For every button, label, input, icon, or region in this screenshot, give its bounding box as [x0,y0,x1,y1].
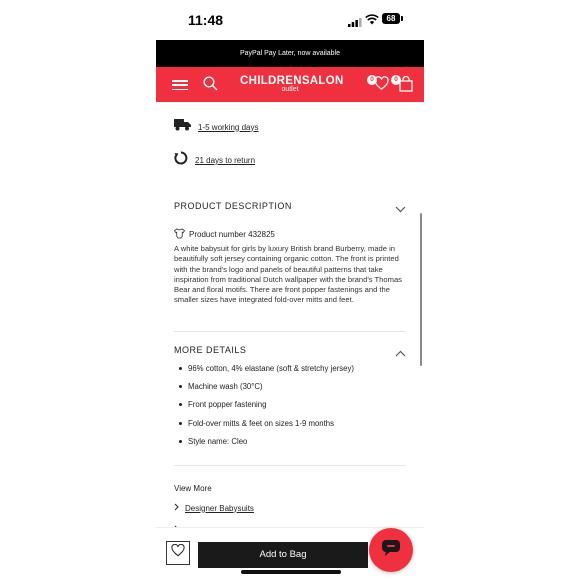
chevron-right-icon [174,503,179,513]
view-more-heading: View More [174,484,212,493]
detail-text: Style name: Cleo [188,436,248,446]
cellular-signal-icon [348,14,362,32]
chat-button[interactable] [369,528,413,572]
view-more-link-designer-babysuits[interactable] [174,503,254,513]
product-number [174,228,275,241]
product-number-text: Product number 432825 [189,230,275,239]
wifi-icon [365,12,379,30]
site-logo[interactable] [240,75,344,93]
returns-arrow-icon [174,151,188,170]
section-divider [174,331,406,332]
delivery-info-row[interactable] [174,118,258,136]
section-divider [174,465,406,466]
chat-bubble-icon [381,539,401,562]
logo-main: CHILDRENSALON [240,75,344,87]
delivery-time-link[interactable]: 1-5 working days [198,122,259,132]
list-item [174,437,406,455]
detail-text: Fold-over mitts & feet on sizes 1-9 months [188,418,335,428]
chevron-up-icon[interactable] [395,344,406,362]
babysuit-icon [174,228,185,241]
wishlist-count-badge: 0 [367,75,377,85]
status-time: 11:48 [188,12,224,28]
scrollbar[interactable] [420,213,422,366]
list-item [174,364,406,382]
details-list [174,364,406,455]
more-details-heading[interactable]: MORE DETAILS [174,345,247,355]
detail-text: Front popper fastening [188,400,267,410]
phone-screen [156,0,424,580]
list-item [174,419,406,437]
wishlist-heart-icon[interactable] [374,76,389,96]
list-item [174,400,406,418]
heart-icon [171,544,185,562]
returns-policy-link[interactable]: 21 days to return [195,156,256,165]
home-indicator[interactable] [241,570,341,574]
chevron-down-icon[interactable] [395,200,406,218]
status-bar [156,0,424,40]
search-icon[interactable] [203,76,218,96]
detail-text: 96% cotton, 4% elastane (soft & stretchy jersey) [188,364,354,373]
product-description-text: A white babysuit for girls by luxury British brand Burberry, made in beautifully soft jersey containing organic cotton. The front is printed with the brand's logo and panels of beautiful patterns that take inspiration from traditional Dutch wallpaper with the brand's Thomas Bear and floral motifs. There are front popper fastenings and the smaller sizes have integrated fold-over mitts and feet. [174,244,402,305]
bag-count-badge: 0 [391,75,401,85]
shopping-bag-icon[interactable] [399,76,413,97]
add-to-wishlist-button[interactable] [166,541,190,565]
list-item [174,382,406,400]
delivery-truck-icon [174,118,191,136]
hamburger-menu-icon[interactable] [172,80,188,90]
link-label[interactable]: Designer Babysuits [185,503,254,513]
site-header [156,67,424,102]
product-description-heading[interactable]: PRODUCT DESCRIPTION [174,201,292,211]
battery-icon: 68 [382,13,400,24]
detail-text: Machine wash (30°C) [188,382,263,392]
logo-sub: outlet [281,86,299,93]
promo-banner[interactable]: PayPal Pay Later, now available [156,40,424,67]
returns-info-row[interactable] [174,151,255,170]
add-to-bag-button[interactable]: Add to Bag [198,542,368,568]
